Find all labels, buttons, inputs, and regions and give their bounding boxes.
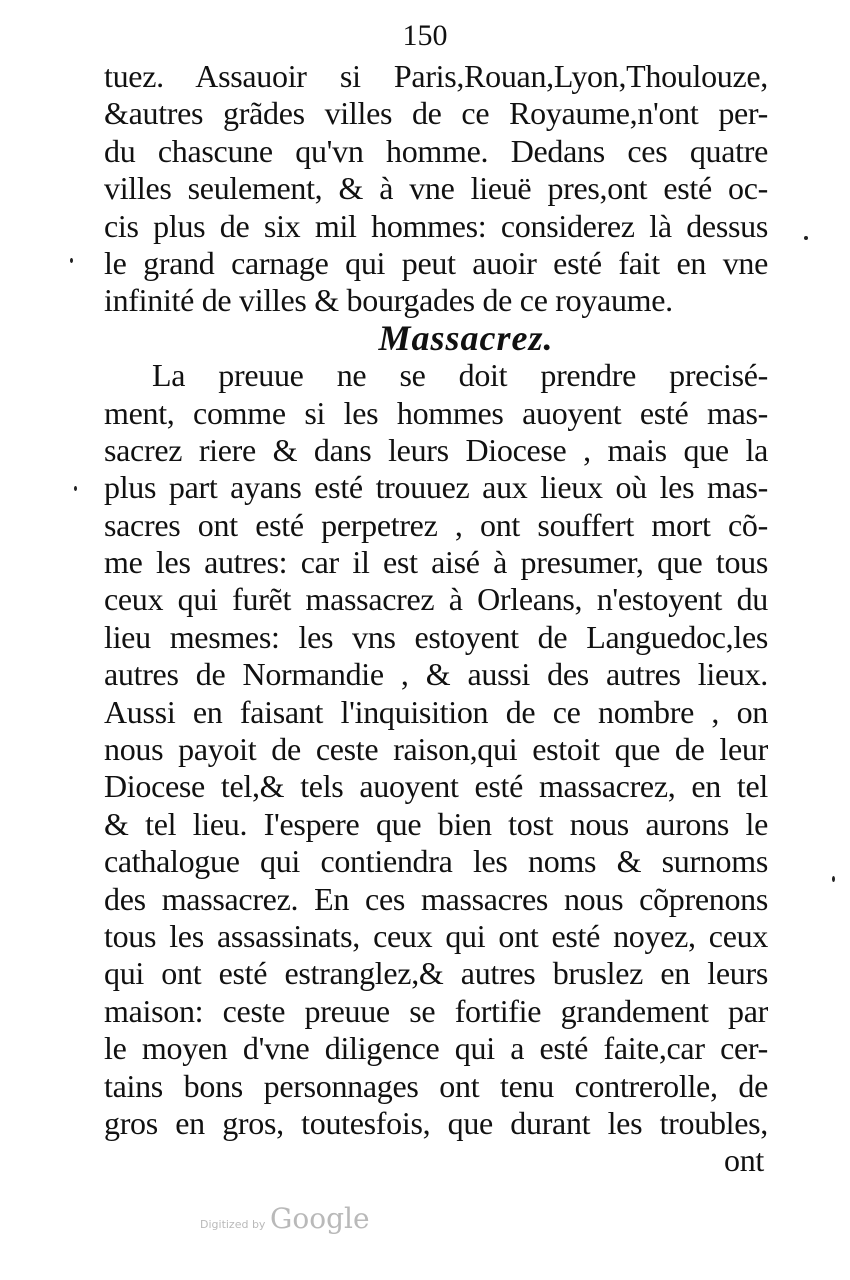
paragraph-line: autres de Normandie , & aussi des autres lieux. <box>104 656 768 693</box>
paragraph-line: maison: ceste preuue se fortifie grandement par <box>104 992 768 1029</box>
paragraph-line: plus part ayans esté trouuez aux lieux où les mas- <box>104 469 768 506</box>
paragraph-line: ceux qui furẽt massacrez à Orleans, n'estoyent du <box>104 581 768 618</box>
page-number: 150 <box>402 19 448 52</box>
paragraph-line: & tel lieu. I'espere que bien tost nous aurons le <box>104 805 768 842</box>
text-line: &autres grãdes villes de ce Royaume,n'ont per- <box>104 95 768 132</box>
text-block <box>104 58 768 1180</box>
paragraph-line: tous les assassinats, ceux qui ont esté noyez, ceux <box>104 917 768 954</box>
text-line: tuez. Assauoir si Paris,Rouan,Lyon,Thoulouze, <box>104 58 768 94</box>
paragraph-line: qui ont esté estranglez,& autres bruslez en leurs <box>104 955 768 992</box>
paragraph-line: sacrez riere & dans leurs Diocese , mais que la <box>104 431 768 468</box>
text-line: villes seulement, & à vne lieuë pres,ont esté oc- <box>104 170 768 207</box>
paragraph-line: La preuue ne se doit prendre precisé- <box>152 357 768 394</box>
watermark-prefix: Digitized by <box>200 1218 266 1231</box>
digitization-watermark <box>200 1202 400 1242</box>
paragraph-line: Diocese tel,& tels auoyent esté massacrez, en tel <box>104 768 768 805</box>
text-line: infinité de villes & bourgades de ce royaume. <box>104 282 673 319</box>
scan-speck <box>832 876 835 882</box>
paragraph-line: tains bons personnages ont tenu contrerolle, de <box>104 1067 768 1104</box>
paragraph-line: des massacrez. En ces massacres nous cõprenons <box>104 880 768 917</box>
scan-speck <box>70 258 73 263</box>
paragraph-line: Aussi en faisant l'inquisition de ce nombre , on <box>104 693 768 730</box>
paragraph-line: nous payoit de ceste raison,qui estoit que de leur <box>104 731 768 768</box>
paragraph-line: ment, comme si les hommes auoyent esté mas- <box>104 394 768 431</box>
text-line: le grand carnage qui peut auoir esté fait en vne <box>104 244 768 281</box>
text-line: cis plus de six mil hommes: considerez là dessus <box>104 207 768 244</box>
watermark-brand: Google <box>270 1202 370 1235</box>
scan-speck <box>804 236 808 240</box>
catchword: ont <box>724 1142 764 1179</box>
paragraph-line: sacres ont esté perpetrez , ont souffert mort cõ- <box>104 506 768 543</box>
paragraph-line: cathalogue qui contiendra les noms & surnoms <box>104 843 768 880</box>
section-heading: Massacrez. <box>378 317 554 358</box>
paragraph-line: le moyen d'vne diligence qui a esté faite,car cer- <box>104 1030 768 1067</box>
paragraph-line: gros en gros, toutesfois, que durant les troubles, <box>104 1104 768 1141</box>
scan-speck <box>74 486 77 491</box>
paragraph-line: lieu mesmes: les vns estoyent de Languedoc,les <box>104 618 768 655</box>
text-line: du chascune qu'vn homme. Dedans ces quatre <box>104 132 768 169</box>
paragraph-line: me les autres: car il est aisé à presumer, que tous <box>104 544 768 581</box>
